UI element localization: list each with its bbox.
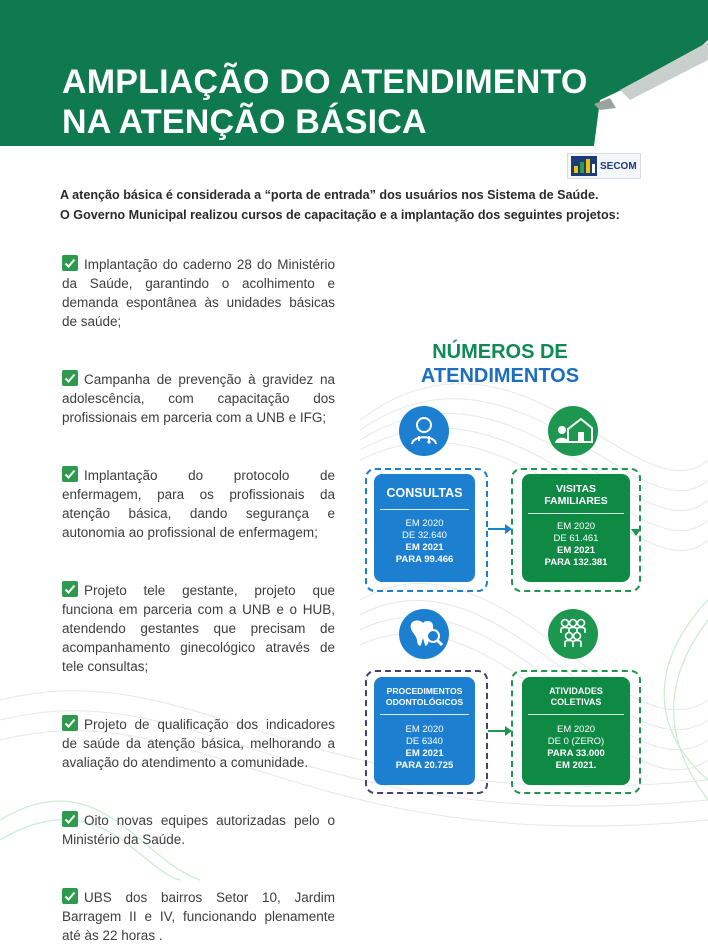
numbers-title-line-2: ATENDIMENTOS	[420, 365, 580, 387]
consultas-line-3: EM 2021	[405, 542, 444, 553]
list-item-text: Oito novas equipes autorizadas pelo o Ministério da Saúde.	[62, 813, 335, 847]
list-item	[62, 888, 335, 945]
numbers-title-line-1: NÚMEROS DE	[432, 341, 568, 363]
visitas-line-1: EM 2020	[556, 521, 596, 532]
odonto-line-4: PARA 20.725	[395, 760, 454, 771]
page-title-line-2: NA ATENÇÃO BÁSICA	[62, 103, 427, 141]
intro-line-2: O Governo Municipal realizou cursos de capacitação e a implantação dos seguintes projetos:	[60, 208, 620, 222]
checkmark-icon	[62, 888, 78, 904]
doctor-icon	[399, 406, 449, 456]
tooth-search-icon	[399, 609, 449, 659]
intro-line-1: A atenção básica é considerada a “porta de entrada” dos usuários nos Sistema de Saúde.	[60, 188, 599, 202]
coletivas-card	[522, 677, 630, 785]
visitas-line-3: EM 2021	[556, 545, 596, 556]
list-item-text: Implantação do protocolo de enfermagem, para os profissionais da atenção básica, dando segurança e autonomia ao profissional de enfermagem;	[62, 468, 335, 540]
coletivas-line-1: EM 2020	[556, 724, 596, 735]
visitas-card	[522, 474, 630, 582]
family-home-icon	[548, 406, 598, 456]
consultas-divider	[380, 509, 469, 510]
odonto-line-3: EM 2021	[405, 748, 444, 759]
odonto-line-2: DE 6340	[406, 736, 443, 747]
list-item-text: Campanha de prevenção à gravidez na adolescência, com capacitação dos profissionais em parceria com a UNB e IFG;	[62, 372, 335, 425]
coletivas-line-3: PARA 33.000	[547, 748, 605, 759]
consultas-line-2: DE 32.640	[402, 530, 447, 541]
odonto-title-line-2: ODONTOLÓGICOS	[385, 697, 464, 707]
visitas-line-2: DE 61.461	[553, 533, 599, 544]
coletivas-line-4: EM 2021.	[555, 760, 597, 771]
visitas-divider	[528, 513, 624, 514]
consultas-card	[374, 474, 475, 582]
odonto-card	[374, 677, 475, 785]
list-item-text: Implantação do caderno 28 do Ministério da Saúde, garantindo o acolhimento e demanda espontânea às unidades básicas de saúde;	[62, 257, 335, 329]
list-item-text: Projeto de qualificação dos indicadores de saúde da atenção básica, melhorando a avaliação do atendimento a comunidade.	[62, 717, 335, 770]
coletivas-divider	[528, 714, 624, 715]
consultas-title: CONSULTAS	[386, 486, 463, 500]
secom-logo-text: SECOM	[600, 160, 637, 172]
visitas-line-4: PARA 132.381	[544, 557, 608, 568]
coletivas-title-line-1: ATIVIDADES	[549, 686, 603, 696]
list-item-text: UBS dos bairros Setor 10, Jardim Barragem II e IV, funcionando plenamente até às 22 horas .	[62, 890, 335, 943]
odonto-divider	[380, 714, 469, 715]
page-title-line-1: AMPLIAÇÃO DO ATENDIMENTO	[62, 63, 588, 101]
group-people-icon	[548, 609, 598, 659]
odonto-line-1: EM 2020	[405, 724, 444, 735]
coletivas-title-line-2: COLETIVAS	[550, 697, 602, 707]
visitas-title-line-1: VISITAS	[555, 483, 597, 495]
consultas-line-4: PARA 99.466	[395, 554, 454, 565]
consultas-line-1: EM 2020	[405, 518, 444, 529]
coletivas-line-2: DE 0 (ZERO)	[547, 736, 605, 747]
odonto-title-line-1: PROCEDIMENTOS	[386, 686, 463, 696]
list-item-text: Projeto tele gestante, projeto que funciona em parceria com a UNB e o HUB, atendendo gestantes que precisam de acompanhamento ginecológico através de tele consultas;	[62, 583, 335, 674]
visitas-title-line-2: FAMILIARES	[544, 495, 608, 507]
